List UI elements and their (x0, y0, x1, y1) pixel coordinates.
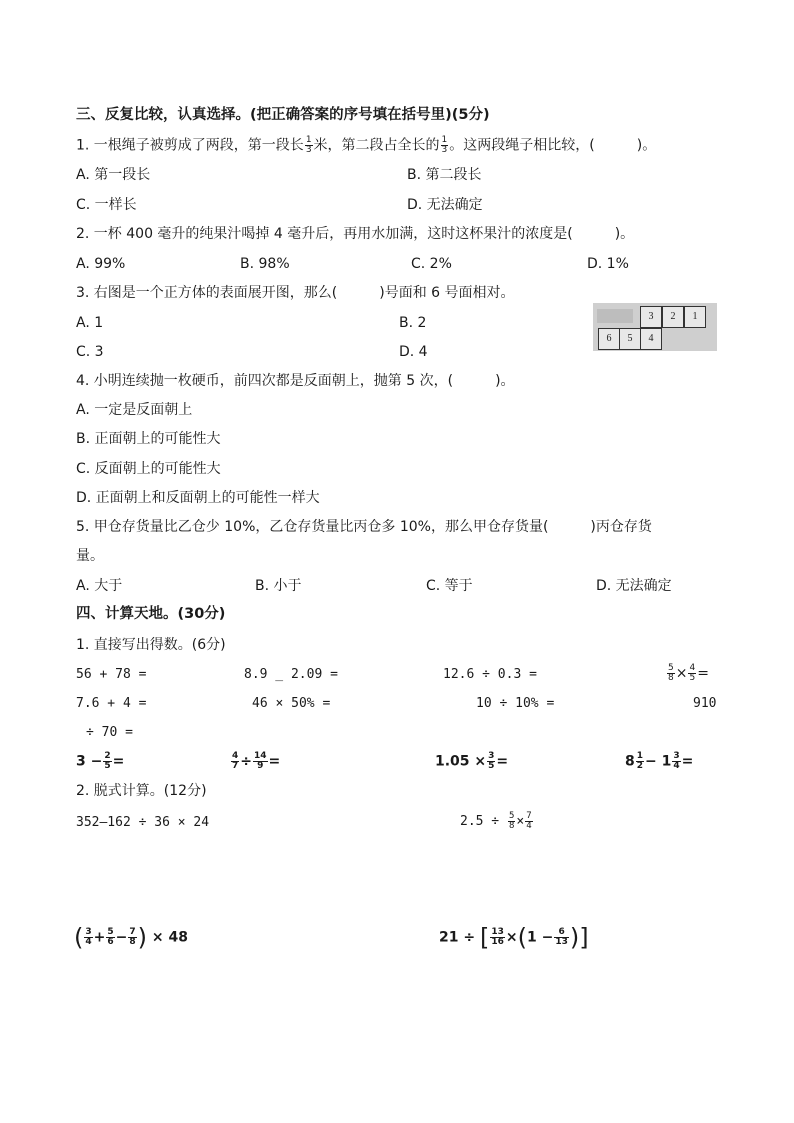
q1-stem (76, 136, 656, 155)
q4-option-c[interactable]: C. 反面朝上的可能性大 (76, 461, 221, 477)
net-face-1: 1 (684, 306, 706, 328)
figure-smudge (597, 309, 633, 323)
q2-option-b[interactable]: B. 98% (240, 256, 290, 272)
calc-10-div-10pct: 10 ÷ 10% = (476, 696, 555, 711)
q5-option-d[interactable]: D. 无法确定 (596, 578, 672, 594)
section3-title: 三、反复比较，认真选择。(把正确答案的序号填在括号里)(5分) (76, 107, 490, 123)
q1-option-a[interactable]: A. 第一段长 (76, 167, 151, 183)
q4-option-d[interactable]: D. 正面朝上和反面朝上的可能性一样大 (76, 490, 320, 506)
q5-stem-line1: 5. 甲仓存货量比乙仓少 10%，乙仓存货量比丙仓多 10%，那么甲仓存货量( )丙仓存货 (76, 519, 652, 535)
q2-option-d[interactable]: D. 1% (587, 256, 629, 272)
q3-option-b[interactable]: B. 2 (399, 315, 427, 331)
q3-option-a[interactable]: A. 1 (76, 315, 104, 331)
q2-option-a[interactable]: A. 99% (76, 256, 126, 272)
q3-stem: 3. 右图是一个正方体的表面展开图，那么( )号面和 6 号面相对。 (76, 285, 515, 301)
calc-12-6-div-0-3: 12.6 ÷ 0.3 = (443, 667, 537, 682)
calc-8-9-minus-2-09: 8.9 _ 2.09 = (244, 667, 338, 682)
cube-net-figure (593, 303, 717, 351)
p1-title: 1. 直接写出得数。(6分) (76, 637, 226, 653)
q3-option-c[interactable]: C. 3 (76, 344, 104, 360)
calc-910-part: 910 (693, 696, 717, 711)
q3-option-d[interactable]: D. 4 (399, 344, 428, 360)
q1-fraction-1: $\frac{1}{3}$ (305, 135, 312, 155)
q4-stem: 4. 小明连续抛一枚硬币，前四次都是反面朝上，抛第 5 次，( )。 (76, 373, 515, 389)
calc-mixed-subtract: 8 $\frac{1}{2}$ − 1 $\frac{3}{4}$ = (625, 751, 694, 771)
expr-paren-times-48: ( $\frac{3}{4}$ + $\frac{5}{6}$ − $\frac{7}{8}$ ) × 48 (74, 923, 188, 952)
calc-frac-multiply: $\frac{5}{8}$ × $\frac{4}{5}$ = (668, 663, 709, 683)
p2-title: 2. 脱式计算。(12分) (76, 783, 207, 799)
expr-2-5-div: 2.5 ÷ $\frac{5}{8}$ × $\frac{7}{4}$ (460, 811, 532, 831)
calc-910-div-70-cont: ÷ 70 = (86, 725, 133, 740)
q1-text-b: 米，第二段占全长的 (313, 137, 440, 154)
calc-56-plus-78: 56 + 78 = (76, 667, 147, 682)
section4-title: 四、计算天地。(30分) (76, 606, 226, 622)
calc-3-minus-frac: 3 − $\frac{2}{5}$ = (76, 751, 125, 771)
q4-option-a[interactable]: A. 一定是反面朝上 (76, 402, 193, 418)
q1-text-a: 1. 一根绳子被剪成了两段，第一段长 (76, 137, 304, 154)
calc-46-times-50pct: 46 × 50% = (252, 696, 331, 711)
q5-option-b[interactable]: B. 小于 (255, 578, 302, 594)
q2-option-c[interactable]: C. 2% (411, 256, 452, 272)
expr-21-div-bracket: 21 ÷ [ $\frac{13}{16}$ ×(1 − $\frac{6}{13}$ )] (439, 923, 589, 952)
net-face-3: 3 (640, 306, 662, 328)
net-face-4: 4 (640, 328, 662, 350)
q4-option-b[interactable]: B. 正面朝上的可能性大 (76, 431, 221, 447)
q2-stem: 2. 一杯 400 毫升的纯果汁喝掉 4 毫升后，再用水加满，这时这杯果汁的浓度是( )。 (76, 226, 635, 242)
net-face-6: 6 (598, 328, 620, 350)
q1-option-d[interactable]: D. 无法确定 (407, 197, 483, 213)
q5-option-c[interactable]: C. 等于 (426, 578, 473, 594)
net-face-5: 5 (619, 328, 641, 350)
q1-option-b[interactable]: B. 第二段长 (407, 167, 482, 183)
q5-stem-line2: 量。 (76, 548, 104, 564)
q1-fraction-2: $\frac{1}{3}$ (441, 135, 448, 155)
calc-1-05-times-frac: 1.05 × $\frac{3}{5}$ = (435, 751, 509, 771)
net-face-2: 2 (662, 306, 684, 328)
q1-option-c[interactable]: C. 一样长 (76, 197, 137, 213)
expr-352: 352—162 ÷ 36 × 24 (76, 815, 210, 830)
calc-7-6-plus-4: 7.6 + 4 = (76, 696, 147, 711)
q5-option-a[interactable]: A. 大于 (76, 578, 123, 594)
calc-frac-divide: $\frac{4}{7}$ ÷ $\frac{14}{9}$ = (232, 751, 281, 771)
q1-text-c: 。这两段绳子相比较，( )。 (449, 137, 657, 154)
